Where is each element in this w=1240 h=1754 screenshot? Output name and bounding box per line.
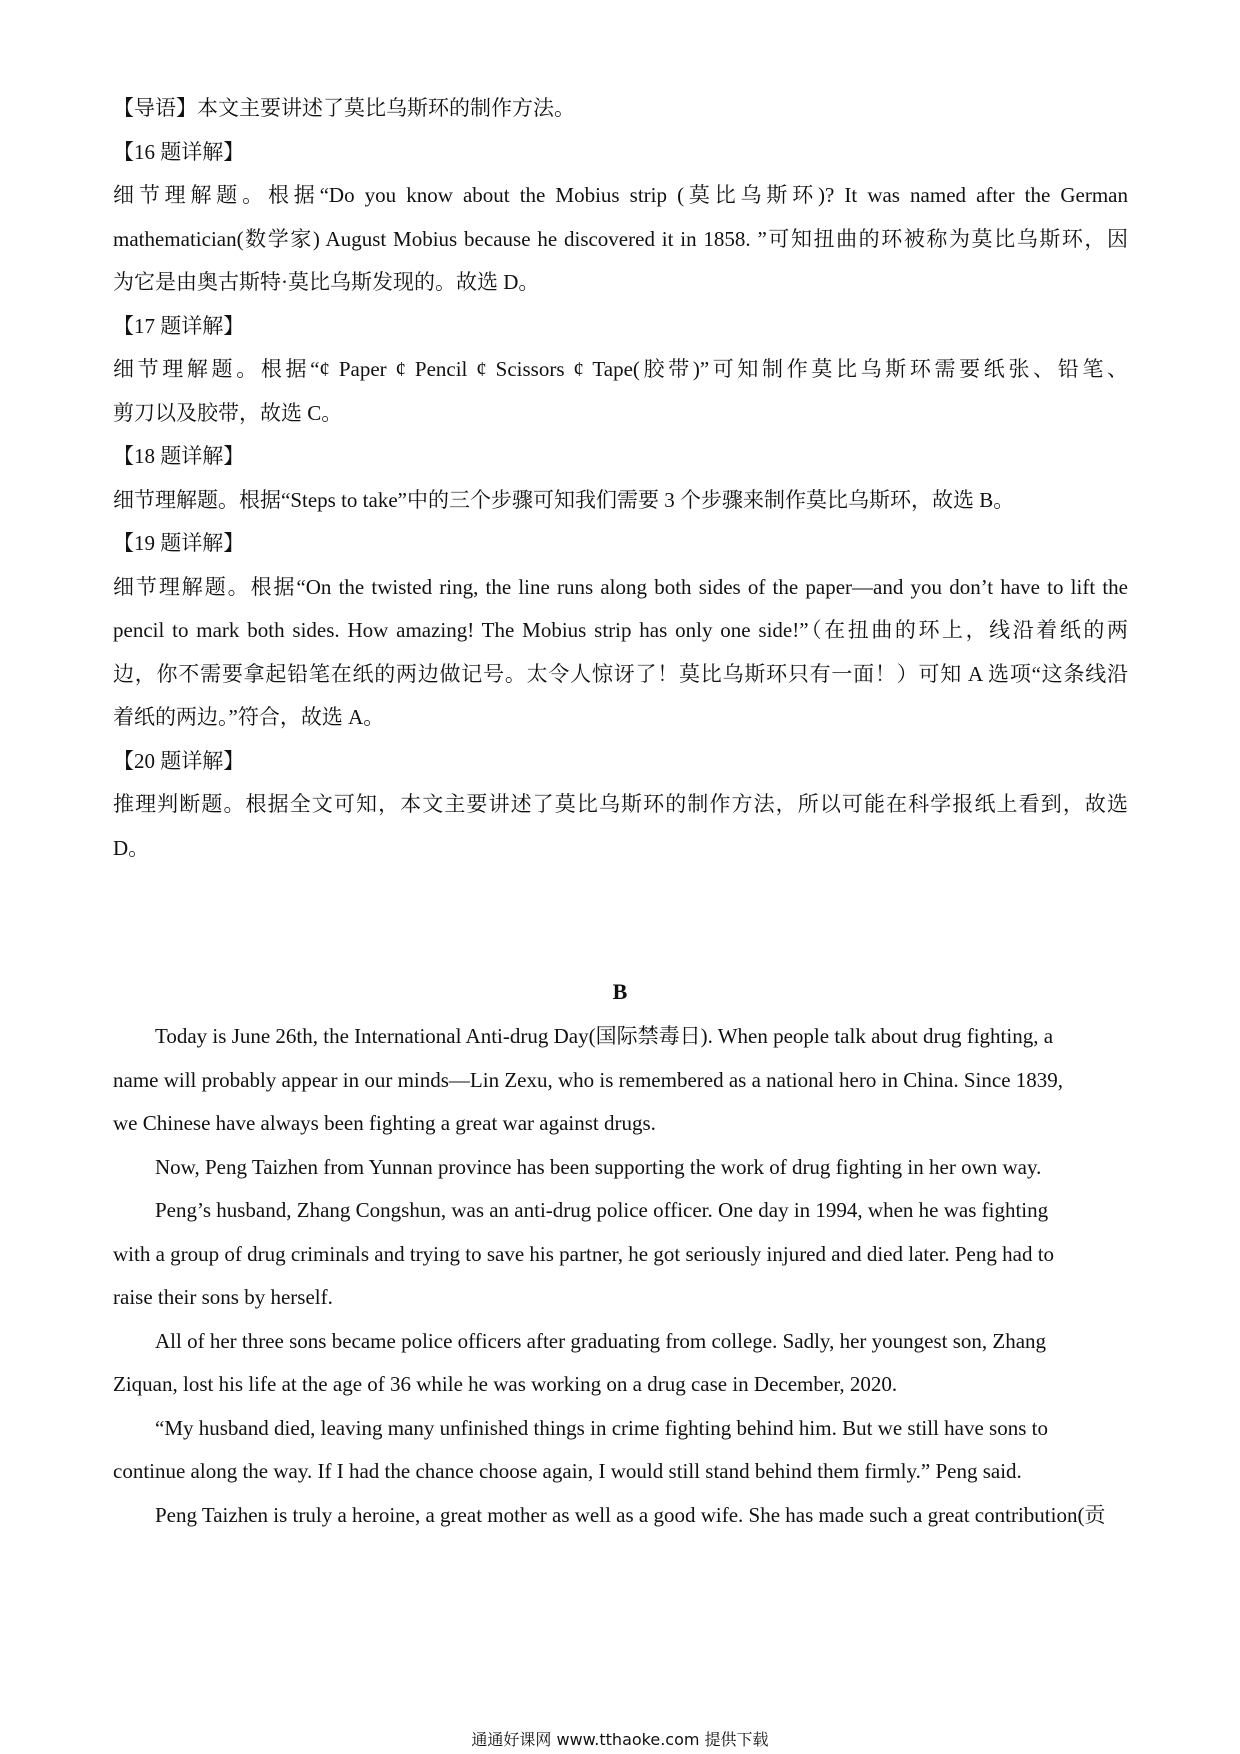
q20-heading: 【20 题详解】 [113, 749, 245, 773]
footer-source: 通通好课网 www.tthaoke.com 提供下载 [471, 1730, 769, 1749]
passage-line-4: Now, Peng Taizhen from Yunnan province has been supporting the work of drug fighting in her own way. [155, 1155, 1042, 1179]
q19-heading: 【19 题详解】 [113, 531, 245, 555]
section-title: B [612, 979, 628, 1004]
passage-line-10: “My husband died, leaving many unfinished things in crime fighting behind him. But we still have sons to [155, 1416, 1048, 1440]
passage-line-11: continue along the way. If I had the chance choose again, I would still stand behind them firmly.” Peng said. [113, 1459, 1022, 1483]
q18-text-1: 细节理解题。根据“Steps to take”中的三个步骤可知我们需要 3 个步骤来制作莫比乌斯环，故选 B。 [113, 488, 1015, 512]
q19-text-1: 细节理解题。根据“On the twisted ring, the line runs along both sides of the paper—and you don’t have to lift the [113, 575, 1128, 599]
q19-text-4: 着纸的两边。”符合，故选 A。 [113, 705, 385, 729]
passage-line-3: we Chinese have always been fighting a great war against drugs. [113, 1111, 656, 1135]
passage-line-5: Peng’s husband, Zhang Congshun, was an anti-drug police officer. One day in 1994, when he was fighting [155, 1198, 1049, 1222]
q20-text-1: 推理判断题。根据全文可知，本文主要讲述了莫比乌斯环的制作方法，所以可能在科学报纸上看到，故选 [113, 792, 1128, 816]
passage-line-8: All of her three sons became police officers after graduating from college. Sadly, her youngest son, Zhang [155, 1329, 1047, 1353]
q17-text-2: 剪刀以及胶带，故选 C。 [113, 401, 343, 425]
passage-line-12: Peng Taizhen is truly a heroine, a great mother as well as a good wife. She has made such a great contribution(贡 [155, 1503, 1106, 1527]
passage-line-2: name will probably appear in our minds—Lin Zexu, who is remembered as a national hero in China. Since 1839, [113, 1068, 1064, 1092]
q20-text-2: D。 [113, 836, 150, 860]
passage-line-6: with a group of drug criminals and trying to save his partner, he got seriously injured and died later. Peng had to [113, 1242, 1055, 1266]
q16-heading: 【16 题详解】 [113, 140, 245, 164]
passage-line-7: raise their sons by herself. [113, 1285, 333, 1309]
q17-heading: 【17 题详解】 [113, 314, 245, 338]
q19-text-2: pencil to mark both sides. How amazing! The Mobius strip has only one side!”（在扭曲的环上，线沿着纸的两 [113, 618, 1128, 642]
q16-text-1: 细节理解题。根据“Do you know about the Mobius strip (莫比乌斯环)? It was named after the German [113, 183, 1128, 207]
intro-line: 【导语】本文主要讲述了莫比乌斯环的制作方法。 [113, 96, 575, 120]
q17-text-1: 细节理解题。根据“¢ Paper ¢ Pencil ¢ Scissors ¢ Tape(胶带)”可知制作莫比乌斯环需要纸张、铅笔、 [113, 357, 1128, 381]
passage-line-9: Ziquan, lost his life at the age of 36 while he was working on a drug case in December, 2020. [113, 1372, 898, 1396]
passage-line-1: Today is June 26th, the International Anti-drug Day(国际禁毒日). When people talk about drug fighting, a [155, 1024, 1054, 1048]
q16-text-3: 为它是由奥古斯特·莫比乌斯发现的。故选 D。 [113, 270, 540, 294]
q18-heading: 【18 题详解】 [113, 444, 245, 468]
q16-text-2: mathematician(数学家) August Mobius because he discovered it in 1858. ”可知扭曲的环被称为莫比乌斯环，因 [113, 227, 1128, 251]
q19-text-3: 边，你不需要拿起铅笔在纸的两边做记号。太令人惊讶了！莫比乌斯环只有一面！）可知 A 选项“这条线沿 [113, 662, 1128, 686]
